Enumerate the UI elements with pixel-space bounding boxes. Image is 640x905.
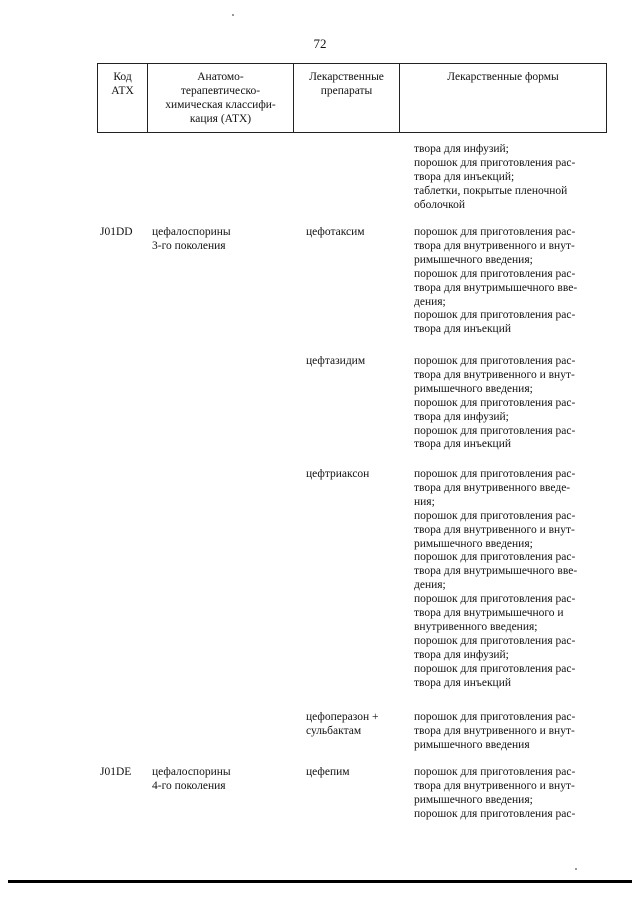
dosage-forms: порошок для приготовления рас- твора для внутривенного и внут- римышечного введения (414, 711, 576, 751)
scan-speck (575, 868, 577, 870)
dosage-forms: порошок для приготовления рас- твора для внутривенного и внут- римышечного введения; порошок для приготовления рас- твора для инфузий; порошок для приготовления рас- твора для инъекций (414, 355, 576, 451)
dosage-forms: порошок для приготовления рас- твора для внутривенного и внут- римышечного введения; порошок для приготовления рас- твора для внутримышечного вве- дения; порошок для приготовления рас- твора для инъекций (414, 226, 578, 336)
header-atc-classification: Анатомо- терапевтическо- химическая классифи- кация (АТХ) (148, 64, 294, 133)
header-dosage-forms: Лекарственные формы (400, 64, 607, 133)
scan-speck (232, 14, 234, 16)
drug-name: цефтриаксон (306, 468, 370, 480)
dosage-forms: порошок для приготовления рас- твора для внутривенного введе- ния; порошок для приготовления рас- твора для внутривенного и внут- римышечного введения; порошок для приготовления рас- твора для внутримышечного вве- дения; порошок для приготовления рас- твора для внутримышечного и внутривенного введения; порошок для приготовления рас- твора для инфузий; порошок для приготовления рас- твора для инъекций (414, 468, 578, 689)
drug-name: цефотаксим (306, 226, 365, 238)
atc-group-name: цефалоспорины 4-го поколения (152, 766, 231, 792)
dosage-forms-continuation: твора для инфузий; порошок для приготовления рас- твора для инъекций; таблетки, покрытые пленочной оболочкой (414, 143, 576, 211)
atc-group-name: цефалоспорины 3-го поколения (152, 226, 231, 252)
page-bottom-rule (8, 880, 632, 883)
header-code-atc: Код АТХ (98, 64, 148, 133)
table-header (97, 63, 607, 133)
header-drugs: Лекарственные препараты (294, 64, 400, 133)
atc-code: J01DD (100, 226, 133, 238)
dosage-forms: порошок для приготовления рас- твора для внутривенного и внут- римышечного введения; порошок для приготовления рас- (414, 766, 576, 820)
drug-name: цефепим (306, 766, 350, 778)
page-number: 72 (313, 36, 327, 51)
atc-code: J01DE (100, 766, 132, 778)
drug-name: цефоперазон + сульбактам (306, 711, 379, 737)
drug-name: цефтазидим (306, 355, 366, 367)
